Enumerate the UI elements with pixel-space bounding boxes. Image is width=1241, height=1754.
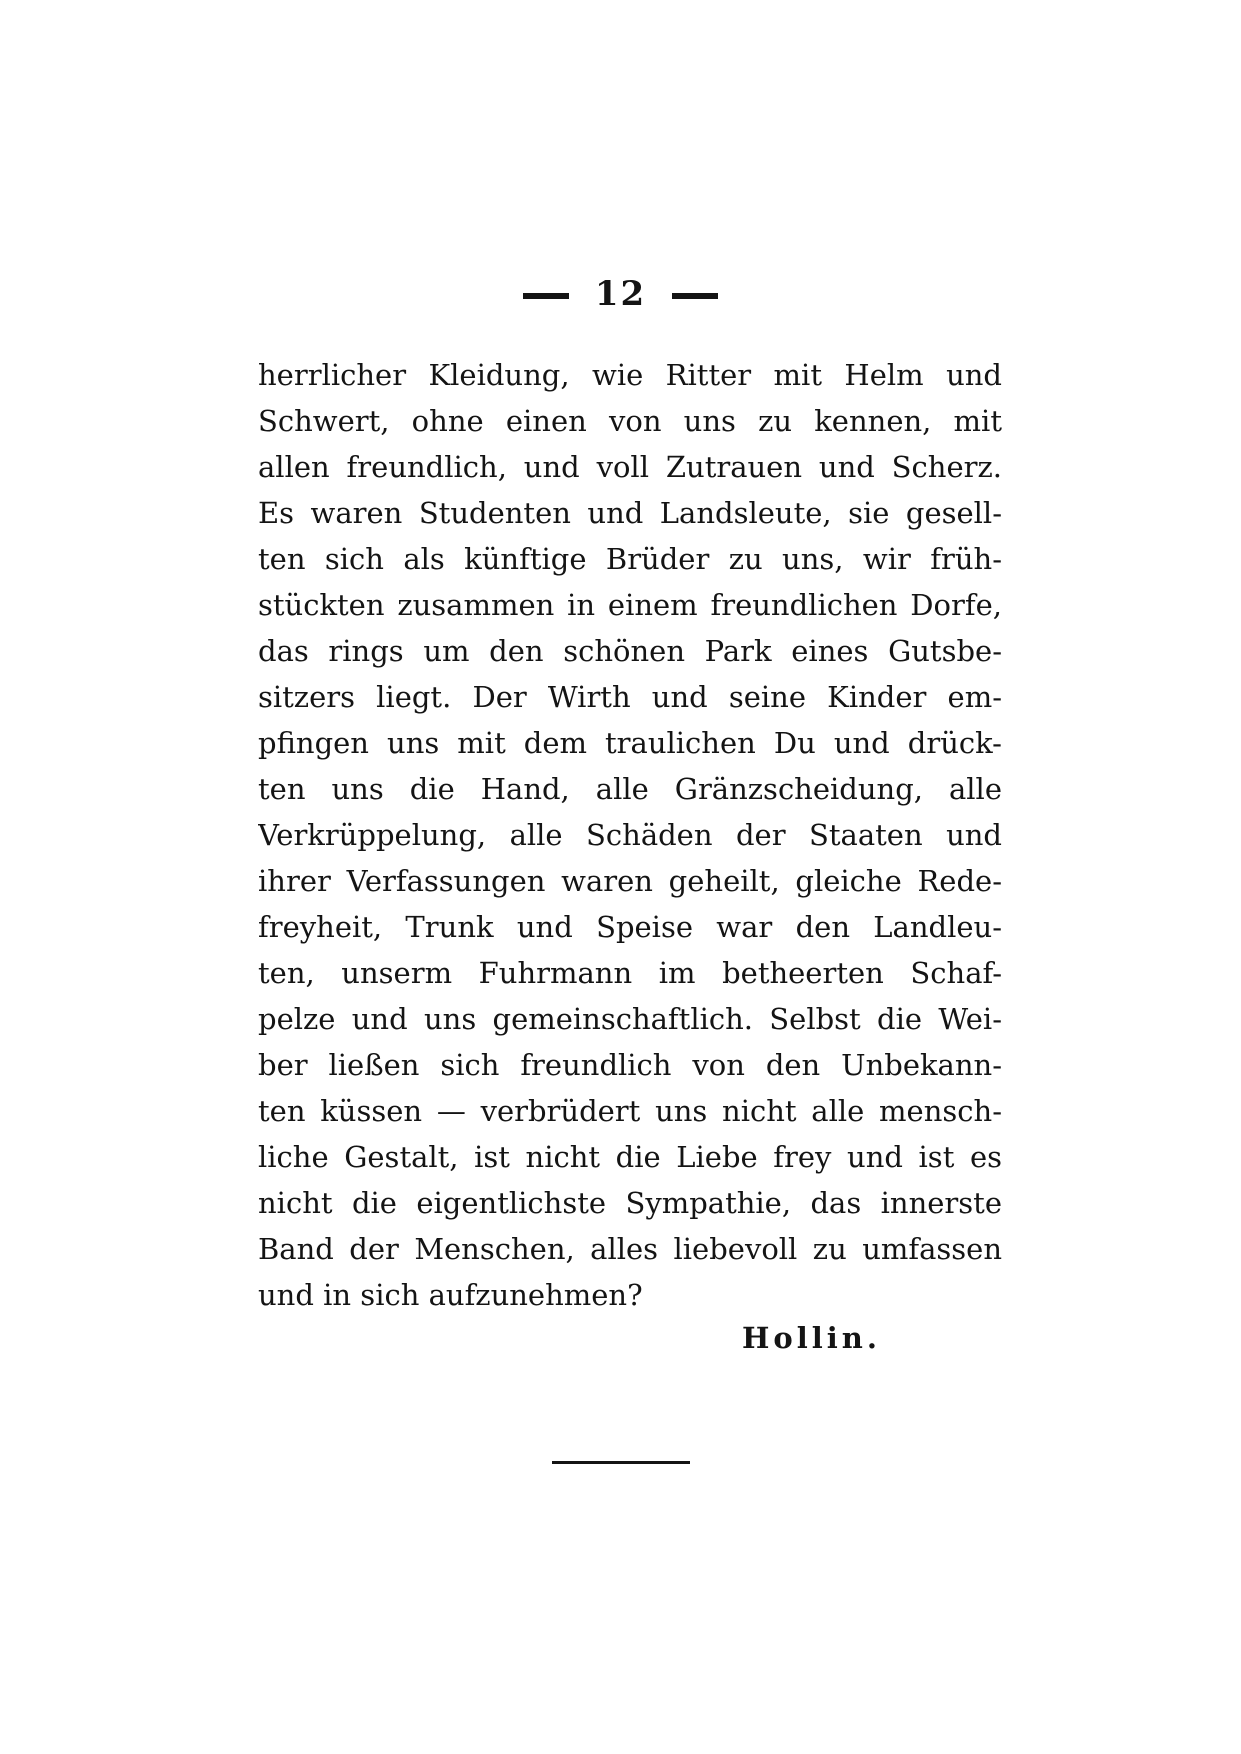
- text-line: allen freundlich, und voll Zutrauen und Scherz.: [258, 450, 1002, 484]
- text-line: herrlicher Kleidung, wie Ritter mit Helm und: [258, 358, 1002, 392]
- text-line: nicht die eigentlichste Sympathie, das innerste: [258, 1186, 1002, 1220]
- text-line: liche Gestalt, ist nicht die Liebe frey und ist es: [258, 1140, 1002, 1174]
- text-line: sitzers liegt. Der Wirth und seine Kinder em-: [258, 680, 1002, 714]
- text-line: ihrer Verfassungen waren geheilt, gleiche Rede-: [258, 864, 1002, 898]
- text-line: pfingen uns mit dem traulichen Du und drück-: [258, 726, 1002, 760]
- text-line: Schwert, ohne einen von uns zu kennen, mit: [258, 404, 1002, 438]
- text-line: ten, unserm Fuhrmann im betheerten Schaf-: [258, 956, 1002, 990]
- text-line: ten küssen — verbrüdert uns nicht alle mensch-: [258, 1094, 1002, 1128]
- text-line: pelze und uns gemeinschaftlich. Selbst die Wei-: [258, 1002, 1002, 1036]
- text-line: Verkrüppelung, alle Schäden der Staaten und: [258, 818, 1002, 852]
- page-header: [0, 272, 1241, 316]
- text-line-last: und in sich aufzunehmen?: [258, 1278, 643, 1312]
- text-line: Es waren Studenten und Landsleute, sie gesell-: [258, 496, 1002, 530]
- text-line: ten uns die Hand, alle Gränzscheidung, alle: [258, 772, 1002, 806]
- text-line: freyheit, Trunk und Speise war den Landleu-: [258, 910, 1002, 944]
- header-dash-right: [672, 293, 718, 299]
- author-signature: Hollin.: [742, 1321, 881, 1355]
- text-line: ber ließen sich freundlich von den Unbekann-: [258, 1048, 1002, 1082]
- header-dash-left: [523, 293, 569, 299]
- body-text: [258, 352, 1002, 1318]
- end-rule: [552, 1461, 690, 1464]
- page-number: 12: [594, 274, 647, 314]
- text-line: das rings um den schönen Park eines Gutsbe-: [258, 634, 1002, 668]
- text-line: Band der Menschen, alles liebevoll zu umfassen: [258, 1232, 1002, 1266]
- text-line: stückten zusammen in einem freundlichen Dorfe,: [258, 588, 1002, 622]
- text-line: ten sich als künftige Brüder zu uns, wir früh-: [258, 542, 1002, 576]
